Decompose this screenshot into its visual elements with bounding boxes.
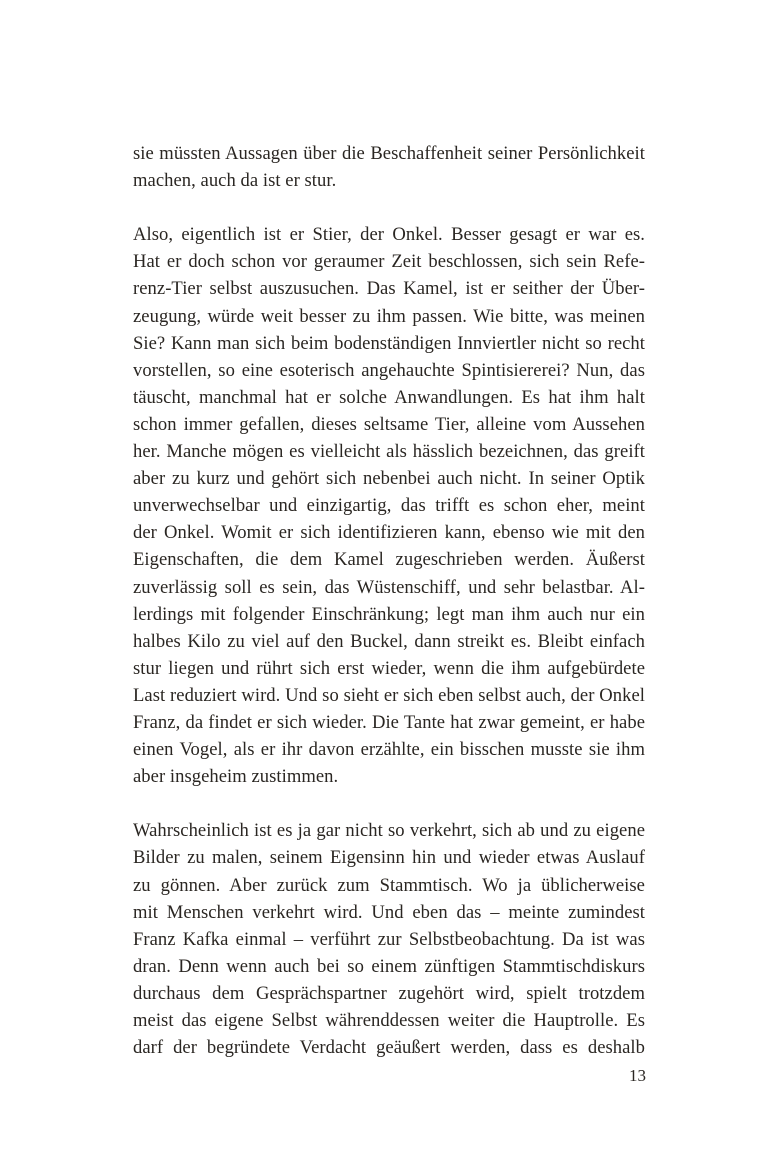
text-line bbox=[133, 303, 645, 330]
text-line bbox=[133, 709, 645, 736]
text-line-content: unverwechselbar und einzigartig, das trifft es schon eher, meint bbox=[133, 495, 645, 517]
text-line bbox=[133, 899, 645, 926]
text-line bbox=[133, 248, 645, 275]
text-line bbox=[133, 628, 645, 655]
text-line-content: darf der begründete Verdacht geäußert werden, dass es deshalb bbox=[133, 1037, 645, 1059]
text-line-content: zu gönnen. Aber zurück zum Stammtisch. Wo ja üblicherweise bbox=[133, 874, 645, 896]
text-line bbox=[133, 221, 645, 248]
text-line-content: Hat er doch schon vor geraumer Zeit beschlossen, sich sein Refe- bbox=[133, 251, 645, 273]
text-line bbox=[133, 519, 645, 546]
text-line bbox=[133, 1007, 645, 1034]
text-line bbox=[133, 140, 645, 167]
text-line bbox=[133, 844, 645, 871]
text-line-content: zeugung, würde weit besser zu ihm passen. Wie bitte, was meinen bbox=[133, 305, 645, 327]
text-line bbox=[133, 817, 645, 844]
text-line-content: Franz, da findet er sich wieder. Die Tante hat zwar gemeint, er habe bbox=[133, 711, 645, 733]
text-line-content: der Onkel. Womit er sich identifizieren kann, ebenso wie mit den bbox=[133, 522, 645, 544]
text-line bbox=[133, 357, 645, 384]
text-line-content: dran. Denn wenn auch bei so einem zünftigen Stammtischdiskurs bbox=[133, 955, 645, 977]
text-line-content: lerdings mit folgender Einschränkung; legt man ihm auch nur ein bbox=[133, 603, 645, 625]
text-line-content: Bilder zu malen, seinem Eigensinn hin und wieder etwas Auslauf bbox=[133, 847, 645, 869]
text-line bbox=[133, 546, 645, 573]
text-line-content: täuscht, manchmal hat er solche Anwandlungen. Es hat ihm halt bbox=[133, 386, 645, 408]
text-line-content: aber insgeheim zustimmen. bbox=[133, 766, 339, 788]
paragraph bbox=[133, 817, 645, 1061]
body-text bbox=[133, 140, 645, 1088]
text-line bbox=[133, 601, 645, 628]
text-line bbox=[133, 682, 645, 709]
text-line bbox=[133, 492, 645, 519]
page-number: 13 bbox=[629, 1066, 646, 1085]
paragraph bbox=[133, 221, 645, 790]
text-line bbox=[133, 438, 645, 465]
text-line bbox=[133, 953, 645, 980]
text-line-content: Eigenschaften, die dem Kamel zugeschrieben werden. Äußerst bbox=[133, 549, 645, 571]
text-line bbox=[133, 574, 645, 601]
text-line-content: schon immer gefallen, dieses seltsame Tier, alleine vom Aussehen bbox=[133, 413, 645, 435]
text-line-content: aber zu kurz und gehört sich nebenbei auch nicht. In seiner Optik bbox=[133, 468, 645, 490]
text-line bbox=[133, 167, 645, 194]
text-line bbox=[133, 1034, 645, 1061]
text-line-content: einen Vogel, als er ihr davon erzählte, ein bisschen musste sie ihm bbox=[133, 739, 645, 761]
text-line-content: mit Menschen verkehrt wird. Und eben das – meinte zumindest bbox=[133, 901, 645, 923]
text-line-content: her. Manche mögen es vielleicht als hässlich bezeichnen, das greift bbox=[133, 441, 645, 463]
text-line-content: halbes Kilo zu viel auf den Buckel, dann streikt es. Bleibt einfach bbox=[133, 630, 645, 652]
text-line-content: sie müssten Aussagen über die Beschaffenheit seiner Persönlichkeit bbox=[133, 143, 645, 164]
text-line bbox=[133, 275, 645, 302]
text-line bbox=[133, 872, 645, 899]
text-line-content: Also, eigentlich ist er Stier, der Onkel. Besser gesagt er war es. bbox=[133, 224, 645, 246]
text-line bbox=[133, 736, 645, 763]
text-line bbox=[133, 980, 645, 1007]
paragraph bbox=[133, 140, 645, 194]
text-line-content: Sie? Kann man sich beim bodenständigen Innviertler nicht so recht bbox=[133, 332, 645, 354]
text-line-content: zuverlässig soll es sein, das Wüstenschiff, und sehr belastbar. Al- bbox=[133, 576, 645, 598]
text-line bbox=[133, 411, 645, 438]
text-line-content: meist das eigene Selbst währenddessen weiter die Hauptrolle. Es bbox=[133, 1010, 645, 1031]
text-line-content: Last reduziert wird. Und so sieht er sich eben selbst auch, der Onkel bbox=[133, 684, 645, 706]
text-line-content: vorstellen, so eine esoterisch angehauchte Spintisiererei? Nun, das bbox=[133, 359, 645, 381]
text-line bbox=[133, 384, 645, 411]
text-line-content: Wahrscheinlich ist es ja gar nicht so verkehrt, sich ab und zu eigene bbox=[133, 820, 645, 842]
text-line-content: Franz Kafka einmal – verführt zur Selbstbeobachtung. Da ist was bbox=[133, 928, 645, 950]
text-line bbox=[133, 926, 645, 953]
text-line bbox=[133, 763, 645, 790]
text-line bbox=[133, 465, 645, 492]
text-line-content: renz-Tier selbst auszusuchen. Das Kamel, ist er seither der Über- bbox=[133, 278, 645, 300]
text-line-content: durchaus dem Gesprächspartner zugehört wird, spielt trotzdem bbox=[133, 982, 645, 1004]
text-line-content: machen, auch da ist er stur. bbox=[133, 170, 337, 192]
text-line-content: stur liegen und rührt sich erst wieder, wenn die ihm aufgebürdete bbox=[133, 657, 645, 679]
text-line bbox=[133, 330, 645, 357]
text-line bbox=[133, 655, 645, 682]
